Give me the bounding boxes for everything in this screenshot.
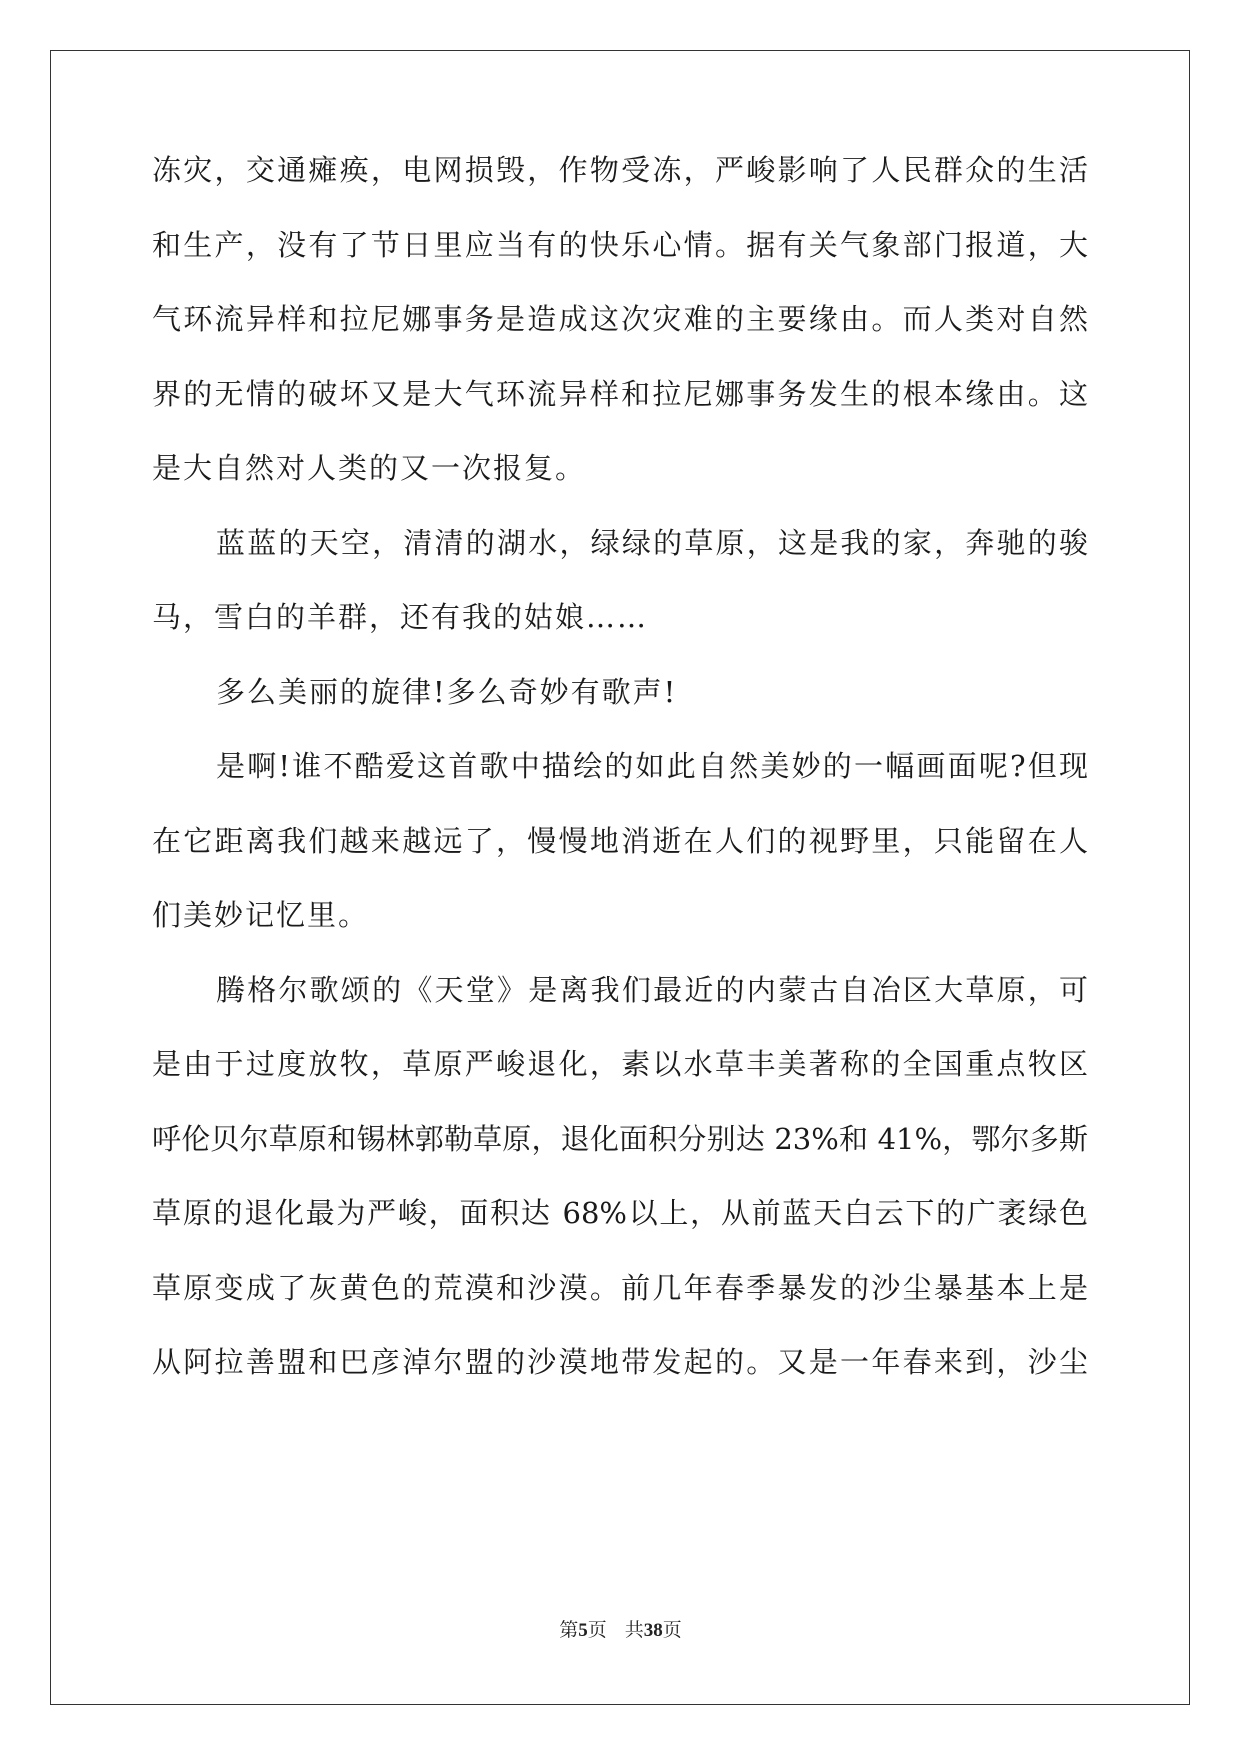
text-line: 是大自然对人类的又一次报复。 [152, 451, 587, 485]
page-footer [0, 1618, 1241, 1643]
text-line: 草原变成了灰黄色的荒漠和沙漠。前几年春季暴发的沙尘暴基本上是 [152, 1271, 1088, 1305]
text-line: 是啊!谁不酷爱这首歌中描绘的如此自然美妙的一幅画面呢?但现 [216, 749, 1088, 783]
text-line: 冻灾，交通瘫痪，电网损毁，作物受冻，严峻影响了人民群众的生活 [152, 153, 1088, 187]
text-line: 从阿拉善盟和巴彦淖尔盟的沙漠地带发起的。又是一年春来到，沙尘 [152, 1345, 1088, 1379]
page-number: 5 [578, 1620, 588, 1641]
text-line: 和生产，没有了节日里应当有的快乐心情。据有关气象部门报道，大 [152, 228, 1088, 262]
text-line: 腾格尔歌颂的《天堂》是离我们最近的内蒙古自冶区大草原，可 [216, 973, 1088, 1007]
total-pages: 38 [643, 1620, 663, 1641]
text-line: 蓝蓝的天空，清清的湖水，绿绿的草原，这是我的家，奔驰的骏 [216, 526, 1088, 560]
text-line: 在它距离我们越来越远了，慢慢地消逝在人们的视野里，只能留在人 [152, 824, 1088, 858]
text-line: 界的无情的破坏又是大气环流异样和拉尼娜事务发生的根本缘由。这 [152, 377, 1088, 411]
page-suffix: 页 [587, 1619, 607, 1641]
text-line: 马，雪白的羊群，还有我的姑娘…… [152, 600, 649, 634]
text-line: 呼伦贝尔草原和锡林郭勒草原，退化面积分别达 23%和 41%，鄂尔多斯 [152, 1122, 1088, 1156]
text-line: 气环流异样和拉尼娜事务是造成这次灾难的主要缘由。而人类对自然 [152, 302, 1088, 336]
total-suffix: 页 [662, 1619, 682, 1641]
text-line: 多么美丽的旋律!多么奇妙有歌声! [216, 675, 678, 709]
page-prefix: 第 [559, 1619, 579, 1641]
text-line: 草原的退化最为严峻，面积达 68%以上，从前蓝天白云下的广袤绿色 [152, 1196, 1088, 1230]
text-line: 们美妙记忆里。 [152, 898, 370, 932]
total-prefix: 共 [624, 1619, 644, 1641]
text-line: 是由于过度放牧，草原严峻退化，素以水草丰美著称的全国重点牧区 [152, 1047, 1088, 1081]
